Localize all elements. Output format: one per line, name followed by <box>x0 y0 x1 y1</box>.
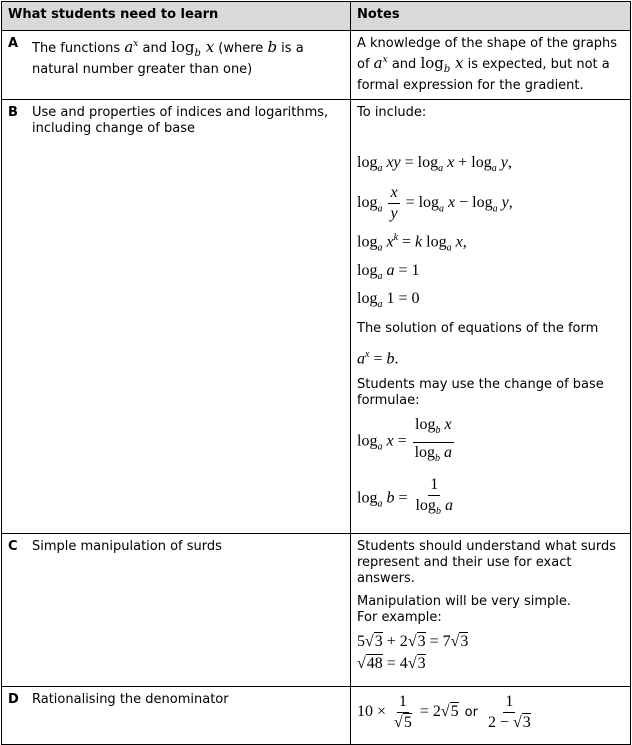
notes-cell <box>351 533 631 686</box>
notes-change-base: Students may use the change of base formulae: <box>357 377 604 409</box>
header-row <box>2 2 631 31</box>
formula-log-power: $\log_a x^k = k$ $\log_a x$, <box>357 232 467 254</box>
learn-text: Use and properties of indices and logarithms, including change of base <box>32 105 329 136</box>
formula-change-base-2: $\log_a b$ = $\frac{1}{\log_b a}$ <box>357 475 453 517</box>
table-row <box>2 31 631 100</box>
notes-surds-example: For example: <box>357 609 442 625</box>
row-letter: C <box>8 538 18 554</box>
learn-text: Rationalising the denominator <box>32 691 229 707</box>
notes-text: A knowledge of the shape of the graphs of $a^x$ and $\log_b x$ is expected, but not a formal expression for the gradient. <box>357 36 618 93</box>
table-row <box>2 100 631 534</box>
learn-cell <box>2 533 351 686</box>
formula-surd-sum: 5√3 + 2√3 = 7√3 <box>357 632 469 650</box>
row-letter: B <box>8 105 18 120</box>
row-letter: D <box>8 691 19 707</box>
learn-cell <box>2 686 351 744</box>
table-row <box>2 533 631 686</box>
formula-rationalise: 10 × $\frac{1}{√5}$ = 2√5 or $\frac{1}{2 - √3}$ <box>357 692 531 731</box>
formula-log-quotient: $\log_a$ $\frac{x}{y}$ = $\log_a x - \log_a y$, <box>357 184 513 223</box>
header-learn: What students need to learn <box>2 2 351 31</box>
notes-intro: To include: <box>357 105 427 120</box>
row-letter: A <box>8 36 19 51</box>
learn-text: Simple manipulation of surds <box>32 538 222 554</box>
notes-solution: The solution of equations of the form <box>357 321 599 337</box>
notes-surds-meaning: Students should understand what surds represent and their use for exact answers. <box>357 538 617 586</box>
or-text: or <box>464 705 478 721</box>
formula-surd-simplify: √48 = 4√3 <box>357 654 426 672</box>
learn-text: The functions $a^x$ and $\log_b x$ (where b is a natural number greater than one) <box>32 38 304 77</box>
formula-exponential: $a^x = b$. <box>357 349 399 368</box>
learn-cell <box>2 100 351 534</box>
formula-log-base: $\log_a a = 1$ <box>357 261 420 282</box>
learn-cell <box>2 31 351 100</box>
formula-log-one: $\log_a 1 = 0$ <box>357 289 420 311</box>
formula-change-base-1: $\log_a x$ = $\frac{\log_b x}{\log_b a}$ <box>357 416 453 464</box>
notes-cell <box>351 31 631 100</box>
specification-table <box>1 1 631 745</box>
header-notes: Notes <box>351 2 631 31</box>
notes-surds-simple: Manipulation will be very simple. <box>357 593 572 609</box>
table-row <box>2 686 631 744</box>
notes-cell <box>351 100 631 534</box>
notes-cell <box>351 686 631 744</box>
formula-log-product: $\log_a$ xy = $\log_a x + \log_a y$, <box>357 154 512 175</box>
